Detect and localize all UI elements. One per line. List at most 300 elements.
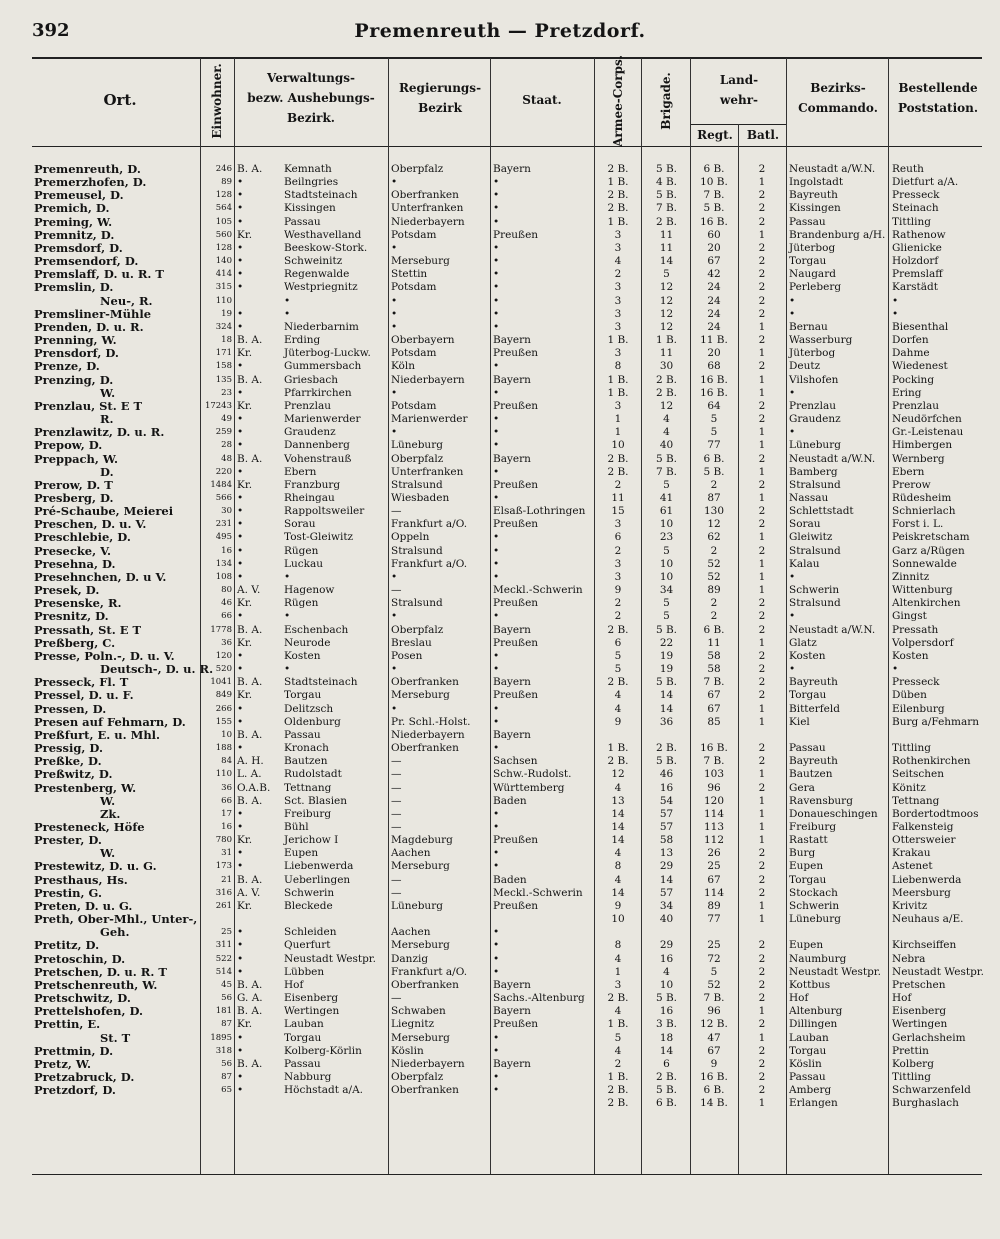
- cell-brigade: 12: [659, 320, 674, 333]
- cell-district-command: Amberg: [789, 1084, 832, 1097]
- table-row: [0, 1094, 1000, 1112]
- cell-landwehr-battalion: 1: [758, 439, 766, 452]
- cell-district-type: •: [237, 715, 244, 728]
- cell-army-corps: 3: [614, 294, 622, 307]
- cell-landwehr-regiment: 67: [707, 702, 721, 715]
- cell-population: 49: [221, 414, 232, 425]
- cell-district-type: Kr.: [237, 899, 253, 912]
- cell-place-name: Prenzlau, St. E T: [34, 398, 143, 413]
- cell-place-name: Pressath, St. E T: [34, 622, 142, 637]
- cell-army-corps: 14: [611, 821, 625, 833]
- cell-brigade: 5 B.: [655, 163, 678, 175]
- cell-landwehr-battalion: 1: [758, 373, 766, 386]
- cell-district-type: •: [237, 531, 244, 544]
- cell-government-district: Oberfranken: [391, 1084, 459, 1097]
- cell-post-station: Astenet: [892, 860, 933, 873]
- cell-post-station: Prerow: [892, 478, 931, 491]
- cell-army-corps: 4: [614, 702, 622, 715]
- cell-post-station: Eilenburg: [892, 702, 945, 715]
- cell-district-command: Bautzen: [789, 768, 833, 781]
- cell-landwehr-battalion: 1: [758, 913, 766, 926]
- cell-administrative-district: •: [284, 663, 291, 676]
- cell-landwehr-battalion: 2: [758, 965, 766, 978]
- cell-population: 110: [215, 769, 232, 780]
- cell-district-type: •: [237, 649, 244, 662]
- cell-place-name: Prettmin, D.: [34, 1043, 114, 1058]
- cell-population: 173: [215, 861, 232, 872]
- cell-district-command: Schlettstadt: [789, 505, 854, 518]
- cell-place-name: Preten, D. u. G.: [34, 898, 133, 913]
- cell-landwehr-battalion: 1: [758, 347, 766, 360]
- cell-landwehr-regiment: 87: [707, 492, 721, 504]
- cell-landwehr-battalion: 2: [758, 992, 766, 1005]
- cell-population: 23: [221, 387, 232, 398]
- cell-brigade: 4 B.: [655, 176, 678, 189]
- cell-district-command: Glatz: [789, 636, 817, 649]
- cell-landwehr-regiment: 26: [707, 847, 721, 860]
- cell-place-name: Prepow, D.: [34, 438, 103, 453]
- cell-population: 259: [215, 427, 232, 438]
- cell-brigade: 29: [659, 860, 674, 873]
- cell-state: •: [493, 742, 500, 755]
- cell-landwehr-regiment: 62: [707, 531, 721, 544]
- cell-brigade: 11: [659, 228, 674, 241]
- cell-district-type: •: [237, 952, 244, 965]
- cell-place-name: Presecke, V.: [34, 543, 112, 558]
- cell-post-station: Presseck: [892, 189, 940, 202]
- cell-administrative-district: Wertingen: [284, 1005, 340, 1018]
- cell-district-type: B. A.: [237, 623, 263, 636]
- cell-state: Preußen: [493, 834, 539, 847]
- cell-state: Preußen: [493, 899, 539, 912]
- cell-place-name: Preming, W.: [34, 214, 113, 229]
- cell-brigade: 5: [663, 597, 670, 610]
- cell-government-district: •: [391, 663, 398, 676]
- cell-landwehr-battalion: 1: [758, 1031, 766, 1044]
- cell-landwehr-regiment: 24: [707, 307, 721, 320]
- cell-landwehr-battalion: 2: [758, 663, 766, 676]
- cell-government-district: Köln: [391, 360, 416, 373]
- cell-landwehr-battalion: 2: [758, 873, 766, 886]
- cell-district-type: L. A.: [237, 768, 262, 781]
- cell-brigade: 7 B.: [655, 465, 678, 478]
- cell-administrative-district: Kosten: [284, 649, 321, 662]
- cell-landwehr-regiment: 52: [707, 570, 721, 583]
- cell-landwehr-battalion: 2: [758, 268, 766, 281]
- cell-administrative-district: Dannenberg: [284, 439, 350, 452]
- cell-administrative-district: Marienwerder: [284, 413, 361, 426]
- cell-post-station: Ottersweier: [892, 834, 956, 847]
- cell-district-type: B. A.: [237, 1057, 263, 1070]
- cell-landwehr-battalion: 1: [758, 426, 766, 439]
- cell-army-corps: 2 B.: [607, 623, 629, 636]
- cell-district-type: •: [237, 1044, 244, 1057]
- cell-government-district: •: [391, 176, 398, 189]
- cell-state: Sachs.-Altenburg: [493, 992, 585, 1005]
- cell-army-corps: 3: [614, 518, 622, 531]
- cell-landwehr-battalion: 2: [758, 860, 766, 873]
- cell-landwehr-battalion: 1: [758, 1097, 766, 1110]
- cell-state: •: [493, 426, 500, 439]
- cell-district-type: •: [237, 492, 244, 504]
- cell-population: 36: [221, 782, 232, 793]
- cell-administrative-district: Tost-Gleiwitz: [284, 531, 354, 544]
- cell-district-type: •: [237, 307, 244, 320]
- cell-district-type: •: [237, 320, 244, 333]
- cell-district-type: Kr.: [237, 689, 253, 702]
- cell-landwehr-battalion: 2: [758, 610, 766, 623]
- cell-state: Bayern: [493, 623, 531, 636]
- cell-army-corps: 1 B.: [607, 742, 629, 755]
- cell-population: 849: [215, 690, 232, 701]
- cell-post-station: Burg a/Fehmarn: [892, 715, 980, 728]
- cell-brigade: 5 B.: [655, 992, 678, 1005]
- cell-district-type: •: [237, 702, 244, 715]
- cell-administrative-district: Eschenbach: [284, 623, 349, 636]
- cell-place-name: St. T: [100, 1030, 131, 1045]
- cell-landwehr-regiment: 25: [707, 939, 721, 952]
- cell-government-district: Oberfranken: [391, 676, 459, 689]
- col-header-verwaltung: Verwaltungs- bezw. Aushebungs- Bezirk.: [247, 71, 375, 125]
- cell-landwehr-battalion: 2: [758, 742, 766, 755]
- cell-brigade: 54: [659, 794, 674, 807]
- cell-district-command: Kosten: [789, 649, 826, 662]
- cell-army-corps: 3: [614, 241, 622, 254]
- cell-brigade: 5 B.: [655, 189, 678, 202]
- cell-army-corps: 4: [614, 1044, 622, 1057]
- cell-landwehr-regiment: 112: [703, 834, 725, 847]
- cell-population: 17: [221, 808, 232, 819]
- cell-government-district: —: [391, 794, 402, 807]
- cell-state: Preußen: [493, 399, 539, 412]
- cell-brigade: 6: [663, 1057, 670, 1070]
- cell-district-command: Vilshofen: [789, 373, 839, 386]
- cell-brigade: 16: [659, 1005, 674, 1018]
- cell-state: •: [493, 610, 500, 623]
- cell-district-type: A. V.: [237, 886, 261, 899]
- cell-landwehr-regiment: 24: [707, 320, 721, 333]
- cell-place-name: Pré-Schaube, Meierei: [34, 504, 174, 519]
- cell-district-command: Altenburg: [789, 1005, 843, 1018]
- cell-district-command: Bernau: [789, 320, 828, 333]
- cell-brigade: 34: [659, 584, 674, 597]
- cell-administrative-district: Schwerin: [284, 886, 335, 899]
- cell-government-district: Stralsund: [391, 478, 443, 491]
- cell-administrative-district: Ueberlingen: [284, 873, 351, 886]
- cell-post-station: Neuhaus a/E.: [892, 913, 964, 926]
- cell-landwehr-battalion: 2: [758, 294, 766, 307]
- cell-place-name: Preßfurt, E. u. Mhl.: [34, 727, 161, 742]
- cell-landwehr-regiment: 103: [703, 768, 725, 781]
- cell-population: 87: [221, 1019, 232, 1030]
- cell-government-district: Unterfranken: [391, 202, 464, 215]
- cell-population: 21: [221, 874, 232, 885]
- cell-army-corps: 4: [614, 873, 622, 886]
- cell-army-corps: 14: [611, 807, 625, 820]
- cell-brigade: 2 B.: [655, 742, 678, 755]
- cell-district-command: Erlangen: [789, 1097, 838, 1110]
- cell-district-type: •: [237, 847, 244, 860]
- cell-army-corps: 1: [614, 426, 622, 439]
- cell-army-corps: 1 B.: [607, 215, 629, 228]
- cell-place-name: Pretschenreuth, W.: [34, 977, 158, 992]
- cell-administrative-district: Erding: [284, 334, 321, 347]
- cell-brigade: 12: [659, 399, 674, 412]
- cell-army-corps: 14: [611, 834, 625, 847]
- cell-landwehr-regiment: 2: [710, 610, 718, 623]
- cell-administrative-district: Torgau: [284, 1031, 322, 1044]
- cell-place-name: Prenzing, D.: [34, 372, 114, 387]
- cell-army-corps: 2 B.: [607, 676, 629, 689]
- cell-state: •: [493, 847, 500, 860]
- cell-government-district: Niederbayern: [391, 728, 465, 741]
- cell-brigade: 5 B.: [655, 452, 678, 465]
- cell-landwehr-regiment: 7 B.: [703, 992, 725, 1005]
- page-number: 392: [32, 20, 70, 41]
- cell-post-station: Gerlachsheim: [892, 1031, 966, 1044]
- cell-government-district: Niederbayern: [391, 215, 465, 228]
- cell-government-district: Oberfranken: [391, 742, 459, 755]
- cell-landwehr-battalion: 2: [758, 399, 766, 412]
- cell-administrative-district: Tettnang: [284, 781, 332, 794]
- cell-state: •: [493, 557, 500, 570]
- cell-administrative-district: Stadtsteinach: [284, 676, 358, 689]
- cell-administrative-district: Griesbach: [284, 373, 338, 386]
- cell-state: •: [493, 307, 500, 320]
- cell-landwehr-regiment: 58: [707, 663, 721, 676]
- cell-place-name: Pretzdorf, D.: [34, 1083, 116, 1098]
- cell-state: •: [493, 860, 500, 873]
- header-bottom-rule: [32, 146, 982, 147]
- cell-landwehr-regiment: 2: [710, 597, 718, 610]
- cell-administrative-district: Gummersbach: [284, 360, 362, 373]
- cell-landwehr-battalion: 1: [758, 636, 766, 649]
- cell-state: Elsaß-Lothringen: [493, 505, 586, 518]
- cell-administrative-district: Torgau: [284, 689, 322, 702]
- cell-place-name: Premnitz, D.: [34, 227, 115, 242]
- cell-place-name: Premsliner-Mühle: [34, 306, 152, 321]
- cell-administrative-district: •: [284, 294, 291, 307]
- cell-population: 36: [221, 637, 232, 648]
- cell-population: 31: [221, 848, 232, 859]
- cell-state: •: [493, 294, 500, 307]
- cell-post-station: Pretschen: [892, 978, 946, 991]
- cell-post-station: Garz a/Rügen: [892, 544, 965, 557]
- cell-landwehr-regiment: 67: [707, 255, 721, 268]
- cell-district-command: •: [789, 426, 796, 439]
- cell-government-district: Oppeln: [391, 531, 430, 544]
- cell-post-station: Kolberg: [892, 1057, 934, 1070]
- cell-landwehr-battalion: 1: [758, 557, 766, 570]
- cell-state: •: [493, 492, 500, 504]
- cell-place-name: Preth, Ober-Mhl., Unter-,: [34, 912, 198, 927]
- cell-district-command: Gera: [789, 781, 815, 794]
- cell-administrative-district: Jerichow I: [284, 834, 339, 847]
- cell-population: 522: [215, 953, 232, 964]
- cell-post-station: Wertingen: [892, 1018, 948, 1031]
- cell-state: •: [493, 570, 500, 583]
- cell-army-corps: 6: [614, 531, 622, 544]
- cell-place-name: Presberg, D.: [34, 491, 114, 505]
- cell-brigade: 19: [659, 649, 674, 662]
- cell-government-district: Frankfurt a/O.: [391, 965, 468, 978]
- cell-army-corps: 3: [614, 570, 622, 583]
- cell-landwehr-regiment: 14 B.: [700, 1097, 728, 1110]
- cell-landwehr-battalion: 2: [758, 281, 766, 294]
- cell-army-corps: 2: [614, 268, 622, 281]
- cell-place-name: Preßwitz, D.: [34, 767, 113, 782]
- cell-administrative-district: Rudolstadt: [284, 768, 342, 781]
- cell-army-corps: 2: [614, 478, 622, 491]
- cell-place-name: Prettelshofen, D.: [34, 1004, 144, 1019]
- cell-landwehr-regiment: 114: [703, 886, 725, 899]
- cell-army-corps: 2: [614, 597, 622, 610]
- cell-brigade: 5 B.: [655, 1084, 678, 1097]
- cell-population: 780: [215, 835, 232, 846]
- cell-district-command: Neustadt a/W.N.: [789, 452, 876, 465]
- cell-population: 28: [221, 440, 232, 451]
- cell-district-type: B. A.: [237, 676, 263, 689]
- cell-post-station: Krivitz: [892, 899, 928, 912]
- cell-army-corps: 3: [614, 281, 622, 294]
- cell-population: 87: [221, 1072, 232, 1083]
- cell-army-corps: 2 B.: [607, 1084, 629, 1097]
- cell-army-corps: 3: [614, 978, 622, 991]
- cell-landwehr-regiment: 67: [707, 1044, 721, 1057]
- cell-district-type: •: [237, 860, 244, 873]
- cell-post-station: Neustadt Westpr.: [892, 965, 984, 978]
- cell-army-corps: 4: [614, 781, 622, 794]
- cell-district-command: Stralsund: [789, 544, 841, 557]
- cell-post-station: Seitschen: [892, 768, 944, 781]
- cell-army-corps: 10: [611, 439, 625, 452]
- cell-landwehr-regiment: 5 B.: [703, 465, 725, 478]
- cell-landwehr-regiment: 6 B.: [703, 163, 725, 175]
- cell-administrative-district: Beeskow-Stork.: [284, 241, 368, 254]
- cell-district-command: Torgau: [789, 873, 827, 886]
- cell-landwehr-battalion: 2: [758, 1084, 766, 1097]
- cell-population: 56: [221, 993, 232, 1004]
- cell-landwehr-battalion: 2: [758, 215, 766, 228]
- cell-place-name: Neu-, R.: [100, 293, 153, 308]
- cell-administrative-district: Luckau: [284, 557, 324, 570]
- cell-place-name: Pressen, D.: [34, 701, 107, 716]
- cell-district-type: •: [237, 189, 244, 202]
- cell-post-station: Prenzlau: [892, 399, 939, 412]
- cell-population: 30: [221, 506, 232, 517]
- cell-government-district: —: [391, 807, 402, 820]
- cell-landwehr-battalion: 2: [758, 847, 766, 860]
- cell-district-type: B. A.: [237, 794, 263, 807]
- cell-landwehr-battalion: 1: [758, 834, 766, 847]
- cell-brigade: 40: [659, 913, 674, 926]
- cell-post-station: Gr.-Leistenau: [892, 426, 964, 439]
- cell-army-corps: 3: [614, 307, 622, 320]
- cell-landwehr-regiment: 60: [707, 228, 721, 241]
- cell-population: 231: [215, 519, 232, 530]
- cell-population: 48: [221, 453, 232, 464]
- cell-landwehr-battalion: 2: [758, 452, 766, 465]
- cell-landwehr-battalion: 1: [758, 794, 766, 807]
- cell-district-type: •: [237, 281, 244, 294]
- cell-post-station: Steinach: [892, 202, 939, 215]
- cell-district-type: •: [237, 465, 244, 478]
- cell-government-district: Merseburg: [391, 689, 450, 702]
- cell-army-corps: 2 B.: [607, 992, 629, 1005]
- cell-state: •: [493, 241, 500, 254]
- cell-state: •: [493, 1044, 500, 1057]
- cell-district-command: Freiburg: [789, 821, 837, 833]
- cell-army-corps: 1: [614, 965, 622, 978]
- cell-army-corps: 9: [614, 715, 622, 728]
- cell-district-type: •: [237, 386, 244, 399]
- cell-population: 140: [215, 256, 232, 267]
- cell-district-type: •: [237, 518, 244, 531]
- cell-government-district: —: [391, 821, 402, 833]
- cell-population: 18: [221, 335, 232, 346]
- cell-district-type: •: [237, 742, 244, 755]
- col-header-landwehr: Land- wehr-: [719, 73, 759, 107]
- cell-landwehr-battalion: 2: [758, 202, 766, 215]
- cell-landwehr-battalion: 1: [758, 899, 766, 912]
- cell-brigade: 46: [659, 768, 674, 781]
- cell-landwehr-battalion: 2: [758, 307, 766, 320]
- cell-brigade: 13: [659, 847, 674, 860]
- cell-district-command: •: [789, 663, 796, 676]
- cell-district-type: •: [237, 241, 244, 254]
- cell-administrative-district: Oldenburg: [284, 715, 341, 728]
- cell-landwehr-regiment: 7 B.: [703, 755, 725, 768]
- cell-state: Preußen: [493, 1018, 539, 1031]
- cell-state: •: [493, 649, 500, 662]
- cell-district-type: O.A.B.: [237, 781, 271, 794]
- cell-district-command: Torgau: [789, 255, 827, 268]
- cell-administrative-district: Ebern: [284, 465, 317, 478]
- cell-landwehr-battalion: 2: [758, 360, 766, 373]
- cell-landwehr-regiment: 24: [707, 281, 721, 294]
- cell-district-command: Passau: [789, 1071, 826, 1084]
- cell-landwehr-regiment: 67: [707, 873, 721, 886]
- cell-army-corps: 12: [611, 768, 625, 781]
- cell-landwehr-battalion: 2: [758, 505, 766, 518]
- cell-place-name: Premerzhofen, D.: [34, 175, 147, 190]
- cell-district-command: Deutz: [789, 360, 821, 373]
- cell-post-station: Schnierlach: [892, 505, 956, 518]
- cell-government-district: —: [391, 584, 402, 597]
- cell-population: 45: [221, 979, 232, 990]
- cell-landwehr-battalion: 2: [758, 1018, 766, 1031]
- cell-brigade: 14: [659, 873, 674, 886]
- cell-district-command: Passau: [789, 742, 826, 755]
- cell-landwehr-regiment: 113: [703, 821, 725, 833]
- cell-brigade: 4: [663, 413, 670, 426]
- cell-population: 105: [215, 216, 232, 227]
- cell-landwehr-regiment: 52: [707, 557, 721, 570]
- cell-population: 66: [221, 611, 232, 622]
- cell-army-corps: 2: [614, 544, 622, 557]
- cell-district-type: Kr.: [237, 1018, 253, 1031]
- cell-population: 56: [221, 1058, 232, 1069]
- cell-administrative-district: Jüterbog-Luckw.: [284, 347, 371, 360]
- cell-landwehr-regiment: 16 B.: [700, 386, 728, 399]
- cell-landwehr-regiment: 20: [707, 347, 721, 360]
- cell-place-name: Prester, D.: [34, 833, 102, 848]
- cell-administrative-district: Kissingen: [284, 202, 336, 215]
- cell-population: 128: [215, 242, 232, 253]
- cell-landwehr-regiment: 5: [710, 413, 718, 426]
- cell-government-district: •: [391, 320, 398, 333]
- cell-state: •: [493, 439, 500, 452]
